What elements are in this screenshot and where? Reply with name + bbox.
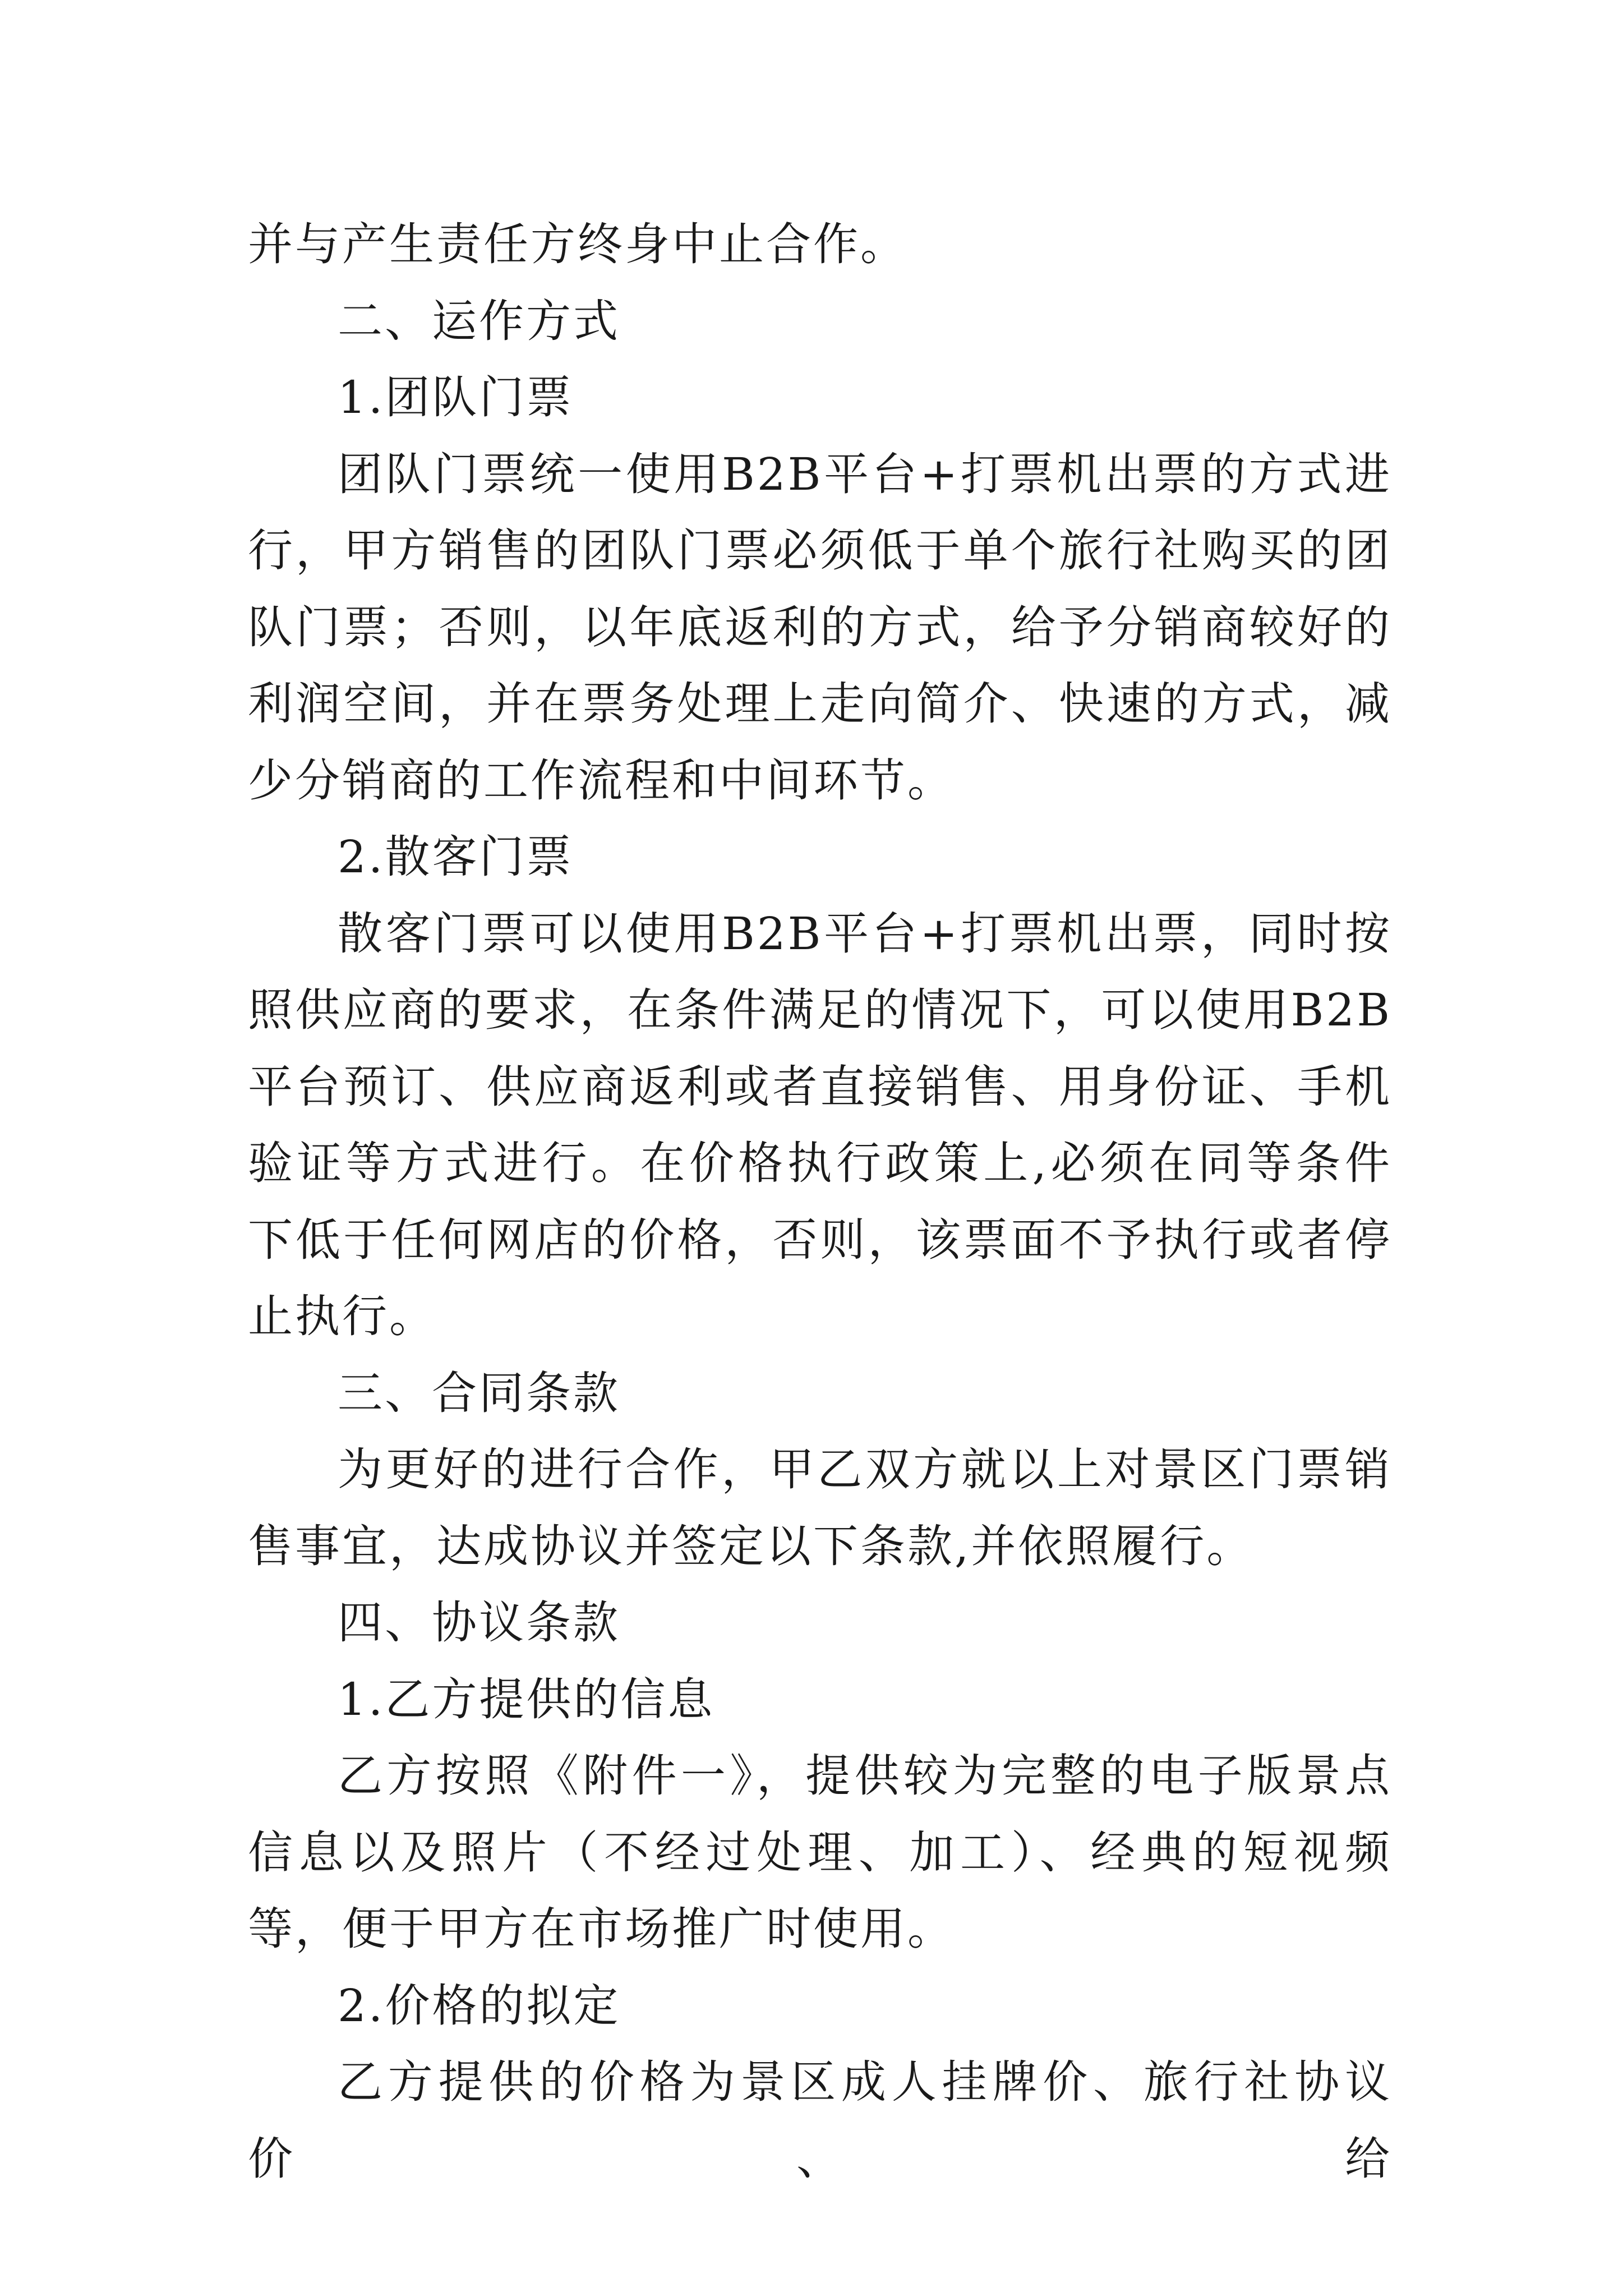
paragraph-group-tickets: 团队门票统一使用B2B平台+打票机出票的方式进行，甲方销售的团队门票必须低于单个旅行社购买的团队门票；否则，以年底返利的方式，给予分销商较好的利润空间，并在票务处理上走向简介、快速的方式，减少分销商的工作流程和中间环节。 xyxy=(248,448,1392,807)
document-body xyxy=(248,206,1392,2197)
paragraph-party-b-info: 乙方按照《附件一》，提供较为完整的电子版景点信息以及照片（不经过处理、加工）、经典的短视频等，便于甲方在市场推广时使用。 xyxy=(248,1750,1392,1955)
subheading-party-b-info: 1.乙方提供的信息 xyxy=(338,1673,715,1726)
section-heading-contract-terms: 三、合同条款 xyxy=(338,1366,620,1419)
paragraph-1: 并与产生责任方终身中止合作。 xyxy=(248,218,907,270)
section-heading-agreement-terms: 四、协议条款 xyxy=(338,1596,620,1649)
subheading-individual-tickets: 2.散客门票 xyxy=(338,831,574,883)
paragraph-individual-tickets: 散客门票可以使用B2B平台+打票机出票，同时按照供应商的要求，在条件满足的情况下，可以使用B2B平台预订、供应商返利或者直接销售、用身份证、手机验证等方式进行。在价格执行政策上,必须在同等条件下低于任何网店的价格，否则，该票面不予执行或者停止执行。 xyxy=(248,907,1392,1342)
subheading-pricing: 2.价格的拟定 xyxy=(338,1979,621,2032)
paragraph-pricing: 乙方提供的价格为景区成人挂牌价、旅行社协议价、给 xyxy=(248,2056,1392,2185)
subheading-group-tickets: 1.团队门票 xyxy=(338,371,574,424)
section-heading-operation-mode: 二、运作方式 xyxy=(338,295,620,347)
paragraph-contract-terms: 为更好的进行合作，甲乙双方就以上对景区门票销售事宜，达成协议并签定以下条款,并依照履行。 xyxy=(248,1443,1392,1572)
